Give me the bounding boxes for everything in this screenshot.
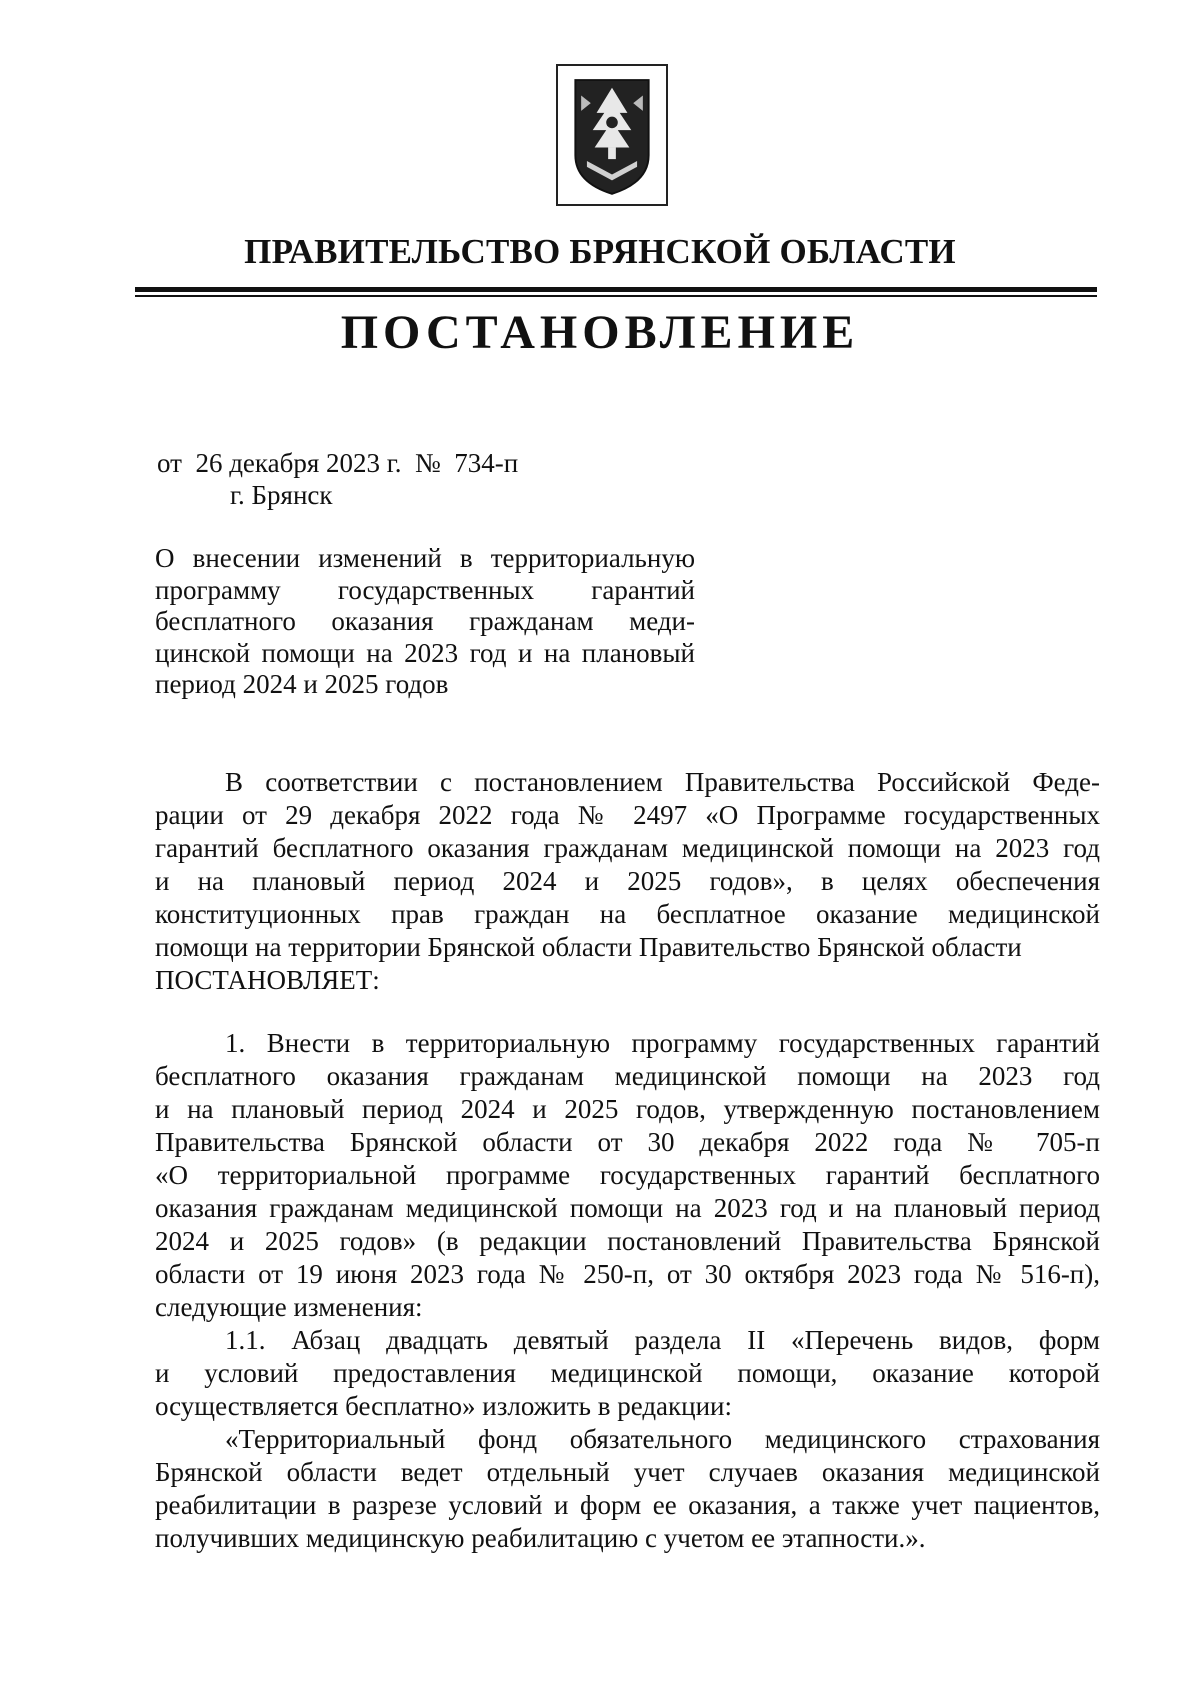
preamble-paragraph (155, 766, 1100, 997)
document-type-title: ПОСТАНОВЛЕНИЕ (340, 306, 860, 359)
subject-line: период 2024 и 2025 годов (155, 669, 449, 699)
items-paragraphs (155, 1027, 1100, 1555)
body-line: рации от 29 декабря 2022 года № 2497 «О Программе государственных (155, 800, 1100, 830)
body-line: оказания гражданам медицинской помощи на 2023 год и на плановый период (155, 1193, 1100, 1223)
document-subject (155, 543, 695, 701)
city-line: г. Брянск (230, 480, 333, 510)
body-line: и условий предоставления медицинской помощи, оказание которой (155, 1358, 1100, 1388)
body-line: В соответствии с постановлением Правительства Российской Феде- (225, 767, 1100, 797)
bryansk-coat-of-arms-icon (556, 64, 668, 206)
header-rule-thin (135, 295, 1097, 297)
body-line: следующие изменения: (155, 1292, 423, 1322)
body-line: помощи на территории Брянской области Правительство Брянской области (155, 932, 1022, 962)
body-line: 2024 и 2025 годов» (в редакции постановлений Правительства Брянской (155, 1226, 1100, 1256)
body-line: конституционных прав граждан на бесплатное оказание медицинской (155, 899, 1100, 929)
body-line: реабилитации в разрезе условий и форм ее оказания, а также учет пациентов, (155, 1490, 1100, 1520)
subject-line: О внесении изменений в территориальную (155, 543, 695, 573)
body-line: Правительства Брянской области от 30 декабря 2022 года № 705-п (155, 1127, 1100, 1157)
body-line: 1. Внести в территориальную программу государственных гарантий (225, 1028, 1100, 1058)
body-line: 1.1. Абзац двадцать девятый раздела II «Перечень видов, форм (225, 1325, 1100, 1355)
subject-line: бесплатного оказания гражданам меди- (155, 606, 695, 636)
body-line: Брянской области ведет отдельный учет случаев оказания медицинской (155, 1457, 1100, 1487)
date-number-line: от 26 декабря 2023 г. № 734-п (157, 448, 519, 478)
body-line: бесплатного оказания гражданам медицинской помощи на 2023 год (155, 1061, 1100, 1091)
body-line: осуществляется бесплатно» изложить в редакции: (155, 1391, 733, 1421)
body-line: «О территориальной программе государственных гарантий бесплатного (155, 1160, 1100, 1190)
body-line: гарантий бесплатного оказания гражданам медицинской помощи на 2023 год (155, 833, 1100, 863)
body-line: ПОСТАНОВЛЯЕТ: (155, 965, 380, 995)
body-line: и на плановый период 2024 и 2025 годов, утвержденную постановлением (155, 1094, 1100, 1124)
subject-line: программу государственных гарантий (155, 574, 695, 605)
body-line: «Территориальный фонд обязательного медицинского страхования (225, 1424, 1100, 1454)
body-line: получивших медицинскую реабилитацию с учетом ее этапности.». (155, 1523, 926, 1553)
body-line: области от 19 июня 2023 года № 250-п, от 30 октября 2023 года № 516-п), (155, 1259, 1100, 1289)
body-line: и на плановый период 2024 и 2025 годов», в целях обеспечения (155, 866, 1100, 896)
subject-line: цинской помощи на 2023 год и на плановый (155, 637, 695, 668)
emblem-graphic (558, 66, 666, 204)
government-title: ПРАВИТЕЛЬСТВО БРЯНСКОЙ ОБЛАСТИ (244, 232, 956, 271)
header-rule-thick (135, 287, 1097, 292)
